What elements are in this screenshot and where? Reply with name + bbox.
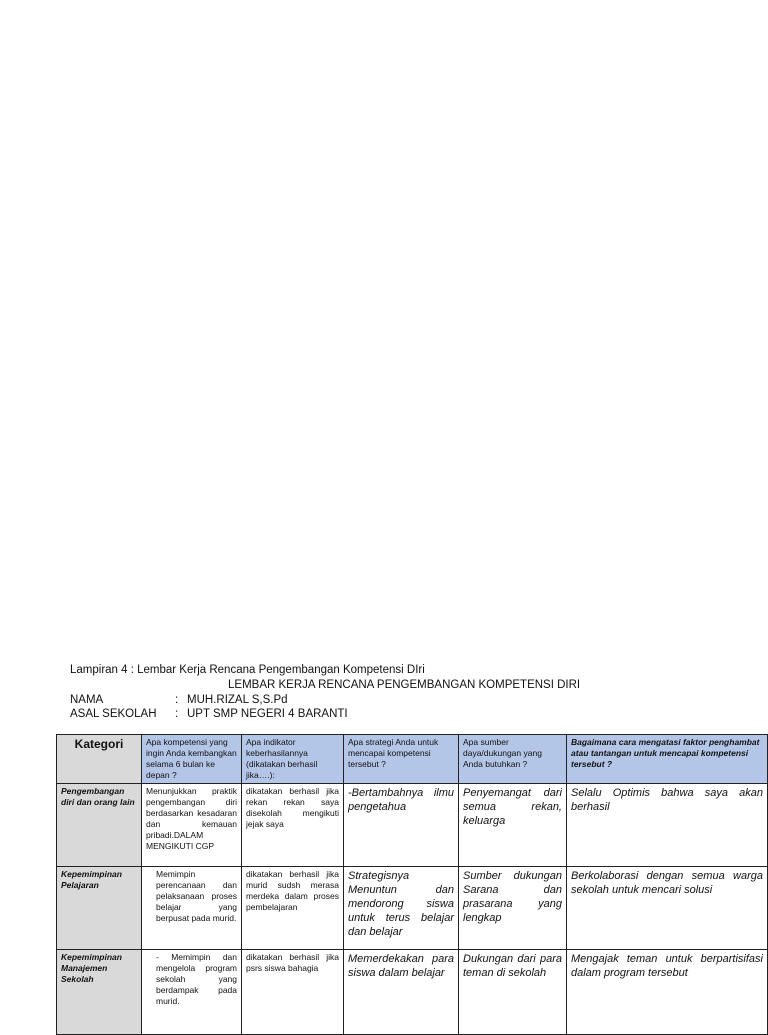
cell-cara: Berkolaborasi dengan semua warga sekolah untuk mencari solusi [567,867,768,950]
main-title: LEMBAR KERJA RENCANA PENGEMBANGAN KOMPETENSI DIRI [228,679,581,691]
header-kompetensi: Apa kompetensi yang ingin Anda kembangkan selama 6 bulan ke depan ? [142,735,242,784]
cell-kategori: Kepemimpinan Pelajaran [57,867,142,950]
cell-kategori: Pengembangan diri dan orang lain [57,784,142,867]
competency-table [56,734,768,1035]
table-row [57,950,768,1035]
cell-cara: Selalu Optimis bahwa saya akan berhasil [567,784,768,867]
header-strategi: Apa strategi Anda untuk mencapai kompetensi tersebut ? [344,735,459,784]
school-label: ASAL SEKOLAH [70,708,157,720]
cell-strategi: Strategisnya Menuntun dan mendorong siswa untuk terus belajar dan belajar [344,867,459,950]
table-row [57,784,768,867]
cell-strategi: Memerdekakan para siswa dalam belajar [344,950,459,1035]
school-colon: : [175,708,179,720]
cell-kompetensi: - Memimpin dan mengelola program sekolah yang berdampak pada murid. [142,950,242,1035]
header-kategori: Kategori [57,735,142,784]
name-value: MUH.RIZAL S,S.Pd [187,694,288,706]
cell-sumber: Penyemangat dari semua rekan, keluarga [459,784,567,867]
cell-strategi: -Bertambahnya ilmu pengetahua [344,784,459,867]
table-header-row [57,735,768,784]
header-sumber: Apa sumber daya/dukungan yang Anda butuhkan ? [459,735,567,784]
cell-kategori: Kepemimpinan Manajemen Sekolah [57,950,142,1035]
name-colon: : [175,694,179,706]
cell-indikator: dikatakan berhasil jika rekan rekan saya disekolah mengikuti jejak saya [242,784,344,867]
name-label: NAMA [70,694,104,706]
appendix-title: Lampiran 4 : Lembar Kerja Rencana Pengembangan Kompetensi DIri [70,664,425,676]
header-cara: Bagaimana cara mengatasi faktor penghambat atau tantangan untuk mencapai kompetensi tersebut ? [567,735,768,784]
school-line [70,707,348,722]
cell-indikator: dikatakan berhasil jika psrs siswa bahagia [242,950,344,1035]
table-row [57,867,768,950]
cell-sumber: Dukungan dari para teman di sekolah [459,950,567,1035]
header-indikator: Apa indikator keberhasilannya (dikatakan berhasil jika….): [242,735,344,784]
cell-kompetensi: Menunjukkan praktik pengembangan diri berdasarkan kesadaran dan kemauan pribadi.DALAM MENGIKUTI CGP [142,784,242,867]
cell-kompetensi: Memimpin perencanaan dan pelaksanaan proses belajar yang berpusat pada murid. [142,867,242,950]
school-value: UPT SMP NEGERI 4 BARANTI [187,708,348,720]
cell-indikator: dikatakan berhasil jika murid sudsh merasa merdeka dalam proses pembelajaran [242,867,344,950]
name-line [70,693,288,708]
cell-cara: Mengajak teman untuk berpartisifasi dalam program tersebut [567,950,768,1035]
cell-sumber: Sumber dukungan Sarana dan prasarana yang lengkap [459,867,567,950]
